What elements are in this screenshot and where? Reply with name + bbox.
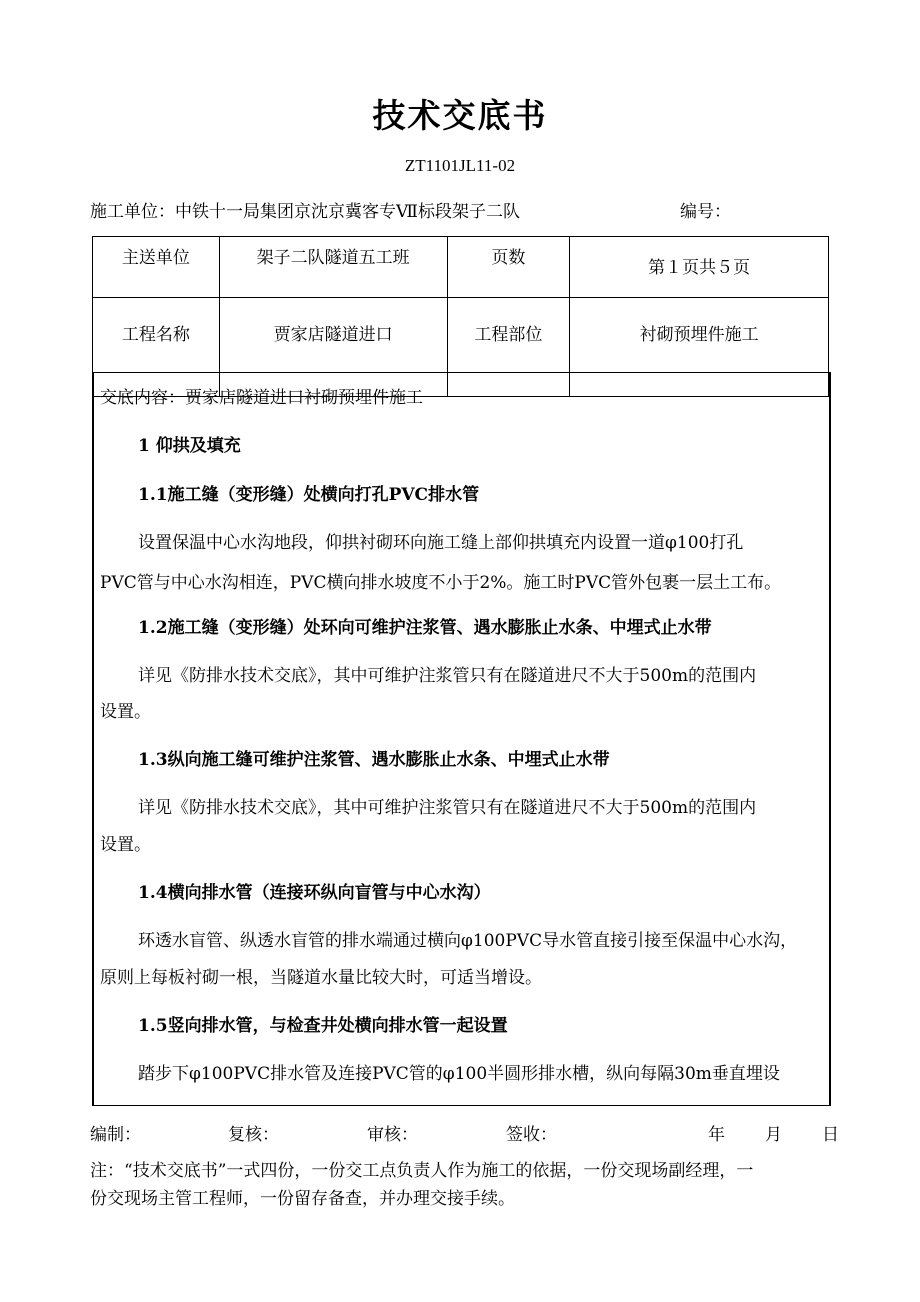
pages-value: 第１页共５页 — [570, 237, 829, 298]
paragraph-line: 详见《防排水技术交底》，其中可维护注浆管只有在隧道进尺不大于500m的范围内 — [138, 798, 757, 818]
section-heading: 1.2施工缝（变形缝）处环向可维护注浆管、遇水膨胀止水条、中埋式止水带 — [138, 618, 712, 638]
paragraph-line: 环透水盲管、纵透水盲管的排水端通过横向φ100PVC导水管直接引接至保温中心水沟， — [138, 931, 798, 951]
send-unit-label: 主送单位 — [93, 237, 220, 298]
day-label: 日 — [822, 1125, 839, 1145]
send-unit-value: 架子二队隧道五工班 — [219, 237, 447, 298]
paragraph-line: 设置。 — [100, 835, 151, 855]
part-label: 工程部位 — [447, 298, 570, 397]
project-label: 工程名称 — [93, 298, 220, 397]
compile-label: 编制： — [90, 1125, 141, 1145]
year-label: 年 — [708, 1125, 725, 1145]
section-heading: 1.3纵向施工缝可维护注浆管、遇水膨胀止水条、中埋式止水带 — [138, 750, 610, 770]
document-number: ZT1101JL11-02 — [404, 156, 516, 175]
section-heading: 1.1施工缝（变形缝）处横向打孔PVC排水管 — [138, 485, 480, 505]
note-line: 注：“技术交底书”一式四份，一份交工点负责人作为施工的依据，一份交现场副经理，一 — [90, 1161, 754, 1181]
content-box — [92, 372, 831, 1106]
paragraph-line: 原则上每板衬砌一根，当隧道水量比较大时，可适当增设。 — [100, 968, 542, 988]
table-row — [93, 237, 829, 298]
project-value: 贾家店隧道进口 — [219, 298, 447, 397]
number-label: 编号： — [680, 202, 731, 222]
receive-label: 签收： — [506, 1125, 557, 1145]
note-line: 份交现场主管工程师，一份留存备查，并办理交接手续。 — [90, 1189, 515, 1209]
paragraph-line: 踏步下φ100PVC排水管及连接PVC管的φ100半圆形排水槽，纵向每隔30m垂直埋设 — [138, 1064, 780, 1084]
section-heading: 1.5竖向排水管，与检查井处横向排水管一起设置 — [138, 1016, 508, 1036]
construction-unit: 施工单位：中铁十一局集团京沈京冀客专Ⅶ标段架子二队 — [90, 202, 520, 222]
content-intro: 交底内容：贾家店隧道进口衬砌预埋件施工 — [100, 388, 423, 408]
paragraph-line: 设置保温中心水沟地段，仰拱衬砌环向施工缝上部仰拱填充内设置一道φ100打孔 — [138, 533, 744, 553]
pages-label: 页数 — [447, 237, 570, 298]
part-value: 衬砌预埋件施工 — [570, 298, 829, 397]
month-label: 月 — [765, 1125, 782, 1145]
paragraph-line: 详见《防排水技术交底》，其中可维护注浆管只有在隧道进尺不大于500m的范围内 — [138, 666, 757, 686]
paragraph-line: 设置。 — [100, 702, 151, 722]
section-heading: 1 仰拱及填充 — [138, 436, 241, 456]
section-heading: 1.4横向排水管（连接环纵向盲管与中心水沟） — [138, 883, 491, 903]
review-label: 复核： — [228, 1125, 279, 1145]
page-title: 技术交底书 — [372, 96, 548, 135]
paragraph-line: PVC管与中心水沟相连，PVC横向排水坡度不小于2%。施工时PVC管外包裹一层土工布。 — [100, 573, 782, 593]
audit-label: 审核： — [367, 1125, 418, 1145]
